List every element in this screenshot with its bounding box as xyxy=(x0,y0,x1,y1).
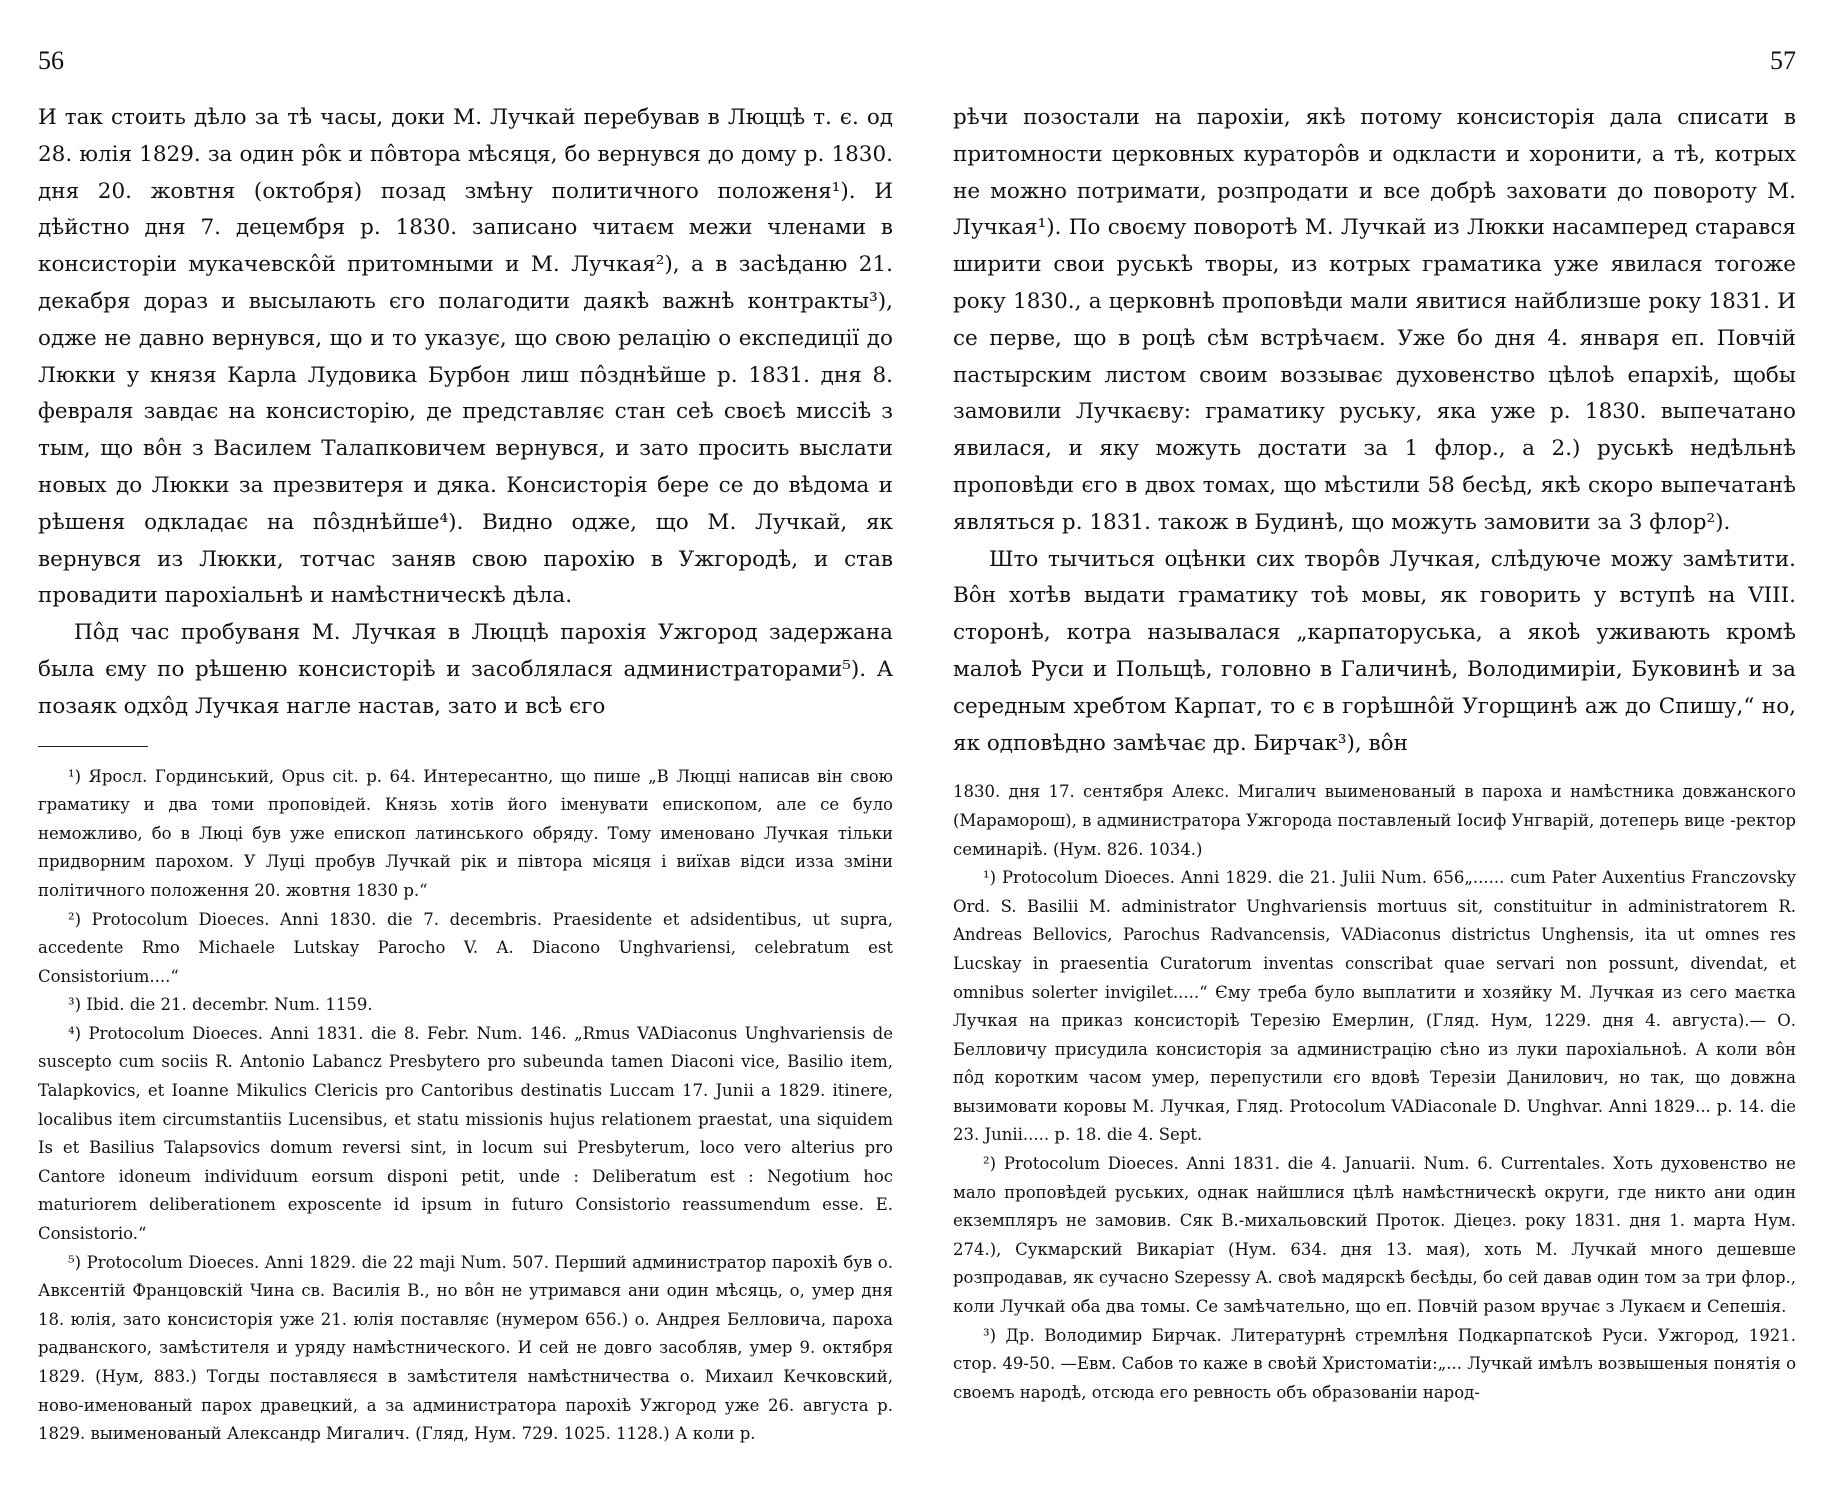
page-number: 56 xyxy=(38,46,64,75)
footnotes xyxy=(953,778,1796,1407)
main-text xyxy=(38,100,893,726)
footnote-divider xyxy=(38,746,148,747)
footnote-continuation: 1830. дня 17. сентября Алекс. Мигалич выименованый в пароха и намѣстника довжанского (Мараморош), в администратора Ужгорода поставленый Іосиф Унгварій, дотеперь вице -ректор семинаріѣ. (Нум. 826. 1034.) xyxy=(953,782,1796,859)
footnotes xyxy=(38,763,893,1449)
footnote: ²) Protocolum Dioeces. Anni 1830. die 7. decembris. Praesidente et adsidentibus, ut supra, accedente Rmo Michaele Lutskay Parocho V. A. Diacono Unghvariensi, celebratum est Consistorium....“ xyxy=(38,909,893,986)
paragraph: Пôд час пробуваня М. Лучкая в Люццѣ парохія Ужгород задержана была єму по рѣшеню консисторіѣ и засоблялася администраторами⁵). А позаяк одхôд Лучкая нагле настав, зато и всѣ єго xyxy=(38,620,893,719)
footnote: ⁵) Protocolum Dioeces. Anni 1829. die 22 maji Num. 507. Перший администратор парохіѣ був о. Авксентій Францовскій Чина св. Василія В., но вôн не утримався ани один мѣсяць, о, умер дня 18. юлія, зато консисторія уже 21. юлія поставляє (нумером 656.) о. Андрея Белловича, пароха радванского, замѣстителя и уряду намѣстнического. И сей не довго засобляв, умер 9. октября 1829. (Нум, 883.) Тогды поставляєся в замѣстителя намѣстничества о. Михаил Кечковский, ново-именованый парох дравецкий, а за администратора парохіѣ Ужгород уже 26. августа р. 1829. выименованый Александр Мигалич. (Гляд, Нум. 729. 1025. 1128.) А коли р. xyxy=(38,1252,893,1444)
footnote: ²) Protocolum Dioeces. Anni 1831. die 4. Januarii. Num. 6. Currentales. Хоть духовенство не мало проповѣдей руських, однак найшлися цѣлѣ намѣстническѣ округи, где никто ани один екземпляръ не замовив. Сяк В.-михальовский Проток. Діецез. року 1831. дня 1. марта Нум. 274.), Сукмарский Викаріат (Нум. 634. дня 13. мая), хоть М. Лучкай много дешевше розпродавав, як сучасно Szepessy A. своѣ мадярскѣ бесѣды, бо сей давав один том за три флор., коли Лучкай оба два томы. Се замѣчательно, що еп. Повчій разом вручає з Лукаєм и Сепешія. xyxy=(953,1154,1796,1317)
paragraph: рѣчи позостали на парохіи, якѣ потому консисторія дала списати в притомности церковных кураторôв и одкласти и хоронити, а тѣ, котрых не можно потримати, розпродати и все добрѣ заховати до повороту М. Лучкая¹). По своєму поворотѣ М. Лучкай из Люкки насамперед старався ширити свои руськѣ творы, из котрых граматика уже явилася тогоже року 1830., а церковнѣ проповѣди мали явитися найблизше року 1831. И се перве, що в роцѣ сѣм встрѣчаєм. Уже бо дня 4. января еп. Повчій пастырским листом своим воззыває духовенство цѣлоѣ епархіѣ, щобы замовили Лучкаєву: граматику руську, яка уже р. 1830. выпечатано явилася, и яку можуть достати за 1 флор., а 2.) руськѣ недѣльнѣ проповѣди єго в двох томах, що мѣстили 58 бесѣд, якѣ скоро выпечатанѣ являться р. 1831. також в Будинѣ, що можуть замовити за 3 флор²). xyxy=(953,105,1796,535)
main-text xyxy=(953,100,1796,762)
right-page xyxy=(923,0,1846,1500)
footnote: ³) Др. Володимир Бирчак. Литературнѣ стремлѣня Подкарпатскоѣ Руси. Ужгород, 1921. стор. 49-50. —Евм. Сабов то каже в своѣй Христоматіи:„... Лучкай имѣлъ возвышеныя понятія о своемъ народѣ, отсюда его ревность объ образованіи народ- xyxy=(953,1325,1796,1402)
paragraph: Што тычиться оцѣнки сих творôв Лучкая, слѣдуюче можу замѣтити. Вôн хотѣв выдати граматику тоѣ мовы, як говорить у вступѣ на VIII. сторонѣ, котра называлася „карпаторуська, а якоѣ уживають кромѣ малоѣ Руси и Польщѣ, головно в Галичинѣ, Володимиріи, Буковинѣ и за середным хребтом Карпат, то є в горѣшнôй Угорщинѣ аж до Спишу,“ но, як одповѣдно замѣчає др. Бирчак³), вôн xyxy=(953,546,1796,756)
footnote: ¹) Яросл. Гординський, Opus cit. p. 64. Интересантно, що пише „В Люцці написав він свою граматику и два томи проповідей. Князь хотів його іменувати епископом, але се було неможливо, бо в Люці був уже епископ латинського обряду. Тому именовано Лучкая тільки придворним парохом. У Луці пробув Лучкай рік и півтора місяця і виїхав відси иззa зміни політичного положення 20. жовтня 1830 р.“ xyxy=(38,766,893,900)
paragraph: И так стоить дѣло за тѣ часы, доки М. Лучкай перебував в Люццѣ т. є. од 28. юлія 1829. за один рôк и пôвтора мѣсяця, бо вернувся до дому р. 1830. дня 20. жовтня (октобря) позад змѣну политичного положеня¹). И дѣйстно дня 7. децембря р. 1830. записано читаєм межи членами в консисторіи мукачевскôй притомными и М. Лучкая²), а в засѣданю 21. декабря дораз и высылають єго полагодити даякѣ важнѣ контракты³), одже не давно вернувся, що и то указує, що свою релацію о експедиції до Люкки у князя Карла Лудовика Бурбон лиш пôзднѣйше р. 1831. дня 8. февраля завдає на консисторію, де представляє стан сеѣ своєѣ миссіѣ з тым, що вôн з Василем Талапковичем вернувся, и зато просить выслати новых до Люкки за презвитеря и дяка. Консисторія бере се до вѣдома и рѣшеня одкладає на пôзднѣйше⁴). Видно одже, що М. Лучкай, як вернувся из Люкки, тотчас заняв свою парохію в Ужгородѣ, и став провадити парохіальнѣ и намѣстническѣ дѣла. xyxy=(38,105,893,609)
footnote: ⁴) Protocolum Dioeces. Anni 1831. die 8. Febr. Num. 146. „Rmus VADiaconus Unghvariensis de suscepto cum sociis R. Antonio Labancz Presbytero pro subeunda tamen Diaconi vice, Basilio item, Talapkovics, et Ioanne Mikulics Clericis pro Cantoribus destinatis Luccam 17. Junii a 1829. itinere, localibus item circumstantiis Lucensibus, et statu missionis hujus relationem praestat, una siquidem Is et Basilius Talapsovics domum reversi sint, in locum sui Presbyterum, loco vero alterius pro Cantore idoneum individuum eorsum disponi petit, unde : Deliberatum est : Negotium hoc maturiorem deliberationem exposcente id ipsum in futuro Consistorio reassumendum esse. E. Consistorio.“ xyxy=(38,1023,893,1244)
footnote: ¹) Protocolum Dioeces. Anni 1829. die 21. Julii Num. 656„...... cum Pater Auxentius Franczovsky Ord. S. Basilii M. administrator Unghvariensis mortuus sit, constituitur in administratorem R. Andreas Bellovics, Parochus Radvancensis, VADiaconus districtus Unghensis, ita ut omnes res Lucskay in praesentia Curatorum inventas conscribat quae servari non possunt, divendat, et omnibus solerter invigilet.....“ Єму треба було выплатити и хозяйку М. Лучкая из сего маєтка Лучкая на приказ консисторіѣ Терезію Емерлин, (Гляд. Нум, 1229. дня 4. августа).— О. Белловичу присудила консисторія за администрацію сѣно из луки парохіальноѣ. А коли вôн пôд коротким часом умер, перепустили єго вдовѣ Терезіи Данилович, но так, що довжна вызимовати коровы М. Лучкая, Гляд. Protocolum VADiaconale D. Unghvar. Anni 1829... p. 14. die 23. Junii..... p. 18. die 4. Sept. xyxy=(953,868,1796,1145)
page-number: 57 xyxy=(1770,46,1796,75)
footnote: ³) Ibid. die 21. decembr. Num. 1159. xyxy=(68,995,373,1015)
